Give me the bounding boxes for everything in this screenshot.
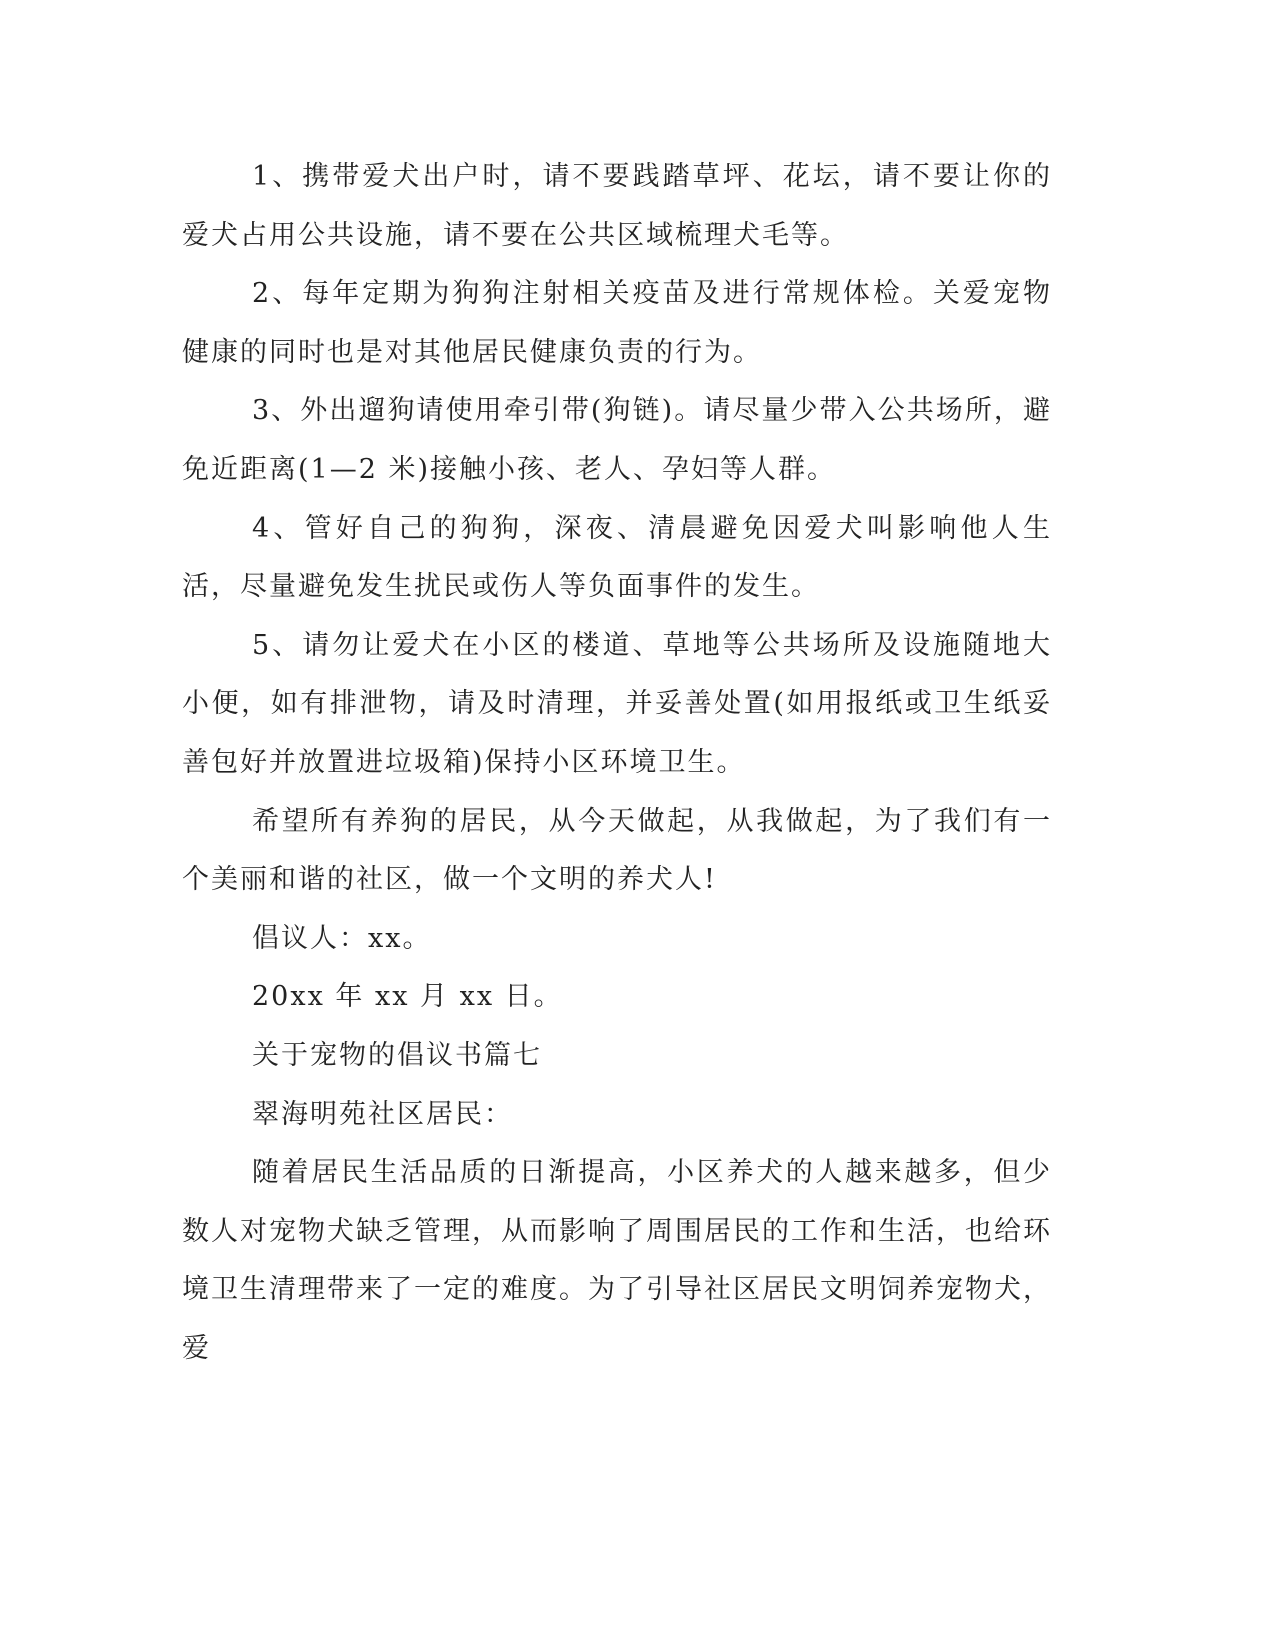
- paragraph-closing-appeal: 希望所有养狗的居民，从今天做起，从我做起，为了我们有一个美丽和谐的社区，做一个文明的养犬人!: [182, 805, 1052, 896]
- signature-initiator: 倡议人：xx。: [252, 922, 432, 954]
- signature-date: 20xx 年 xx 月 xx 日。: [252, 981, 563, 1013]
- section-heading: 关于宠物的倡议书篇七: [252, 1039, 542, 1071]
- paragraph-rule-5: 5、请勿让爱犬在小区的楼道、草地等公共场所及设施随地大小便，如有排泄物，请及时清理，并妥善处置(如用报纸或卫生纸妥善包好并放置进垃圾箱)保持小区环境卫生。: [182, 629, 1052, 778]
- document-body: [182, 148, 1052, 1378]
- salutation: 翠海明苑社区居民：: [252, 1098, 513, 1130]
- paragraph-rule-2: 2、每年定期为狗狗注射相关疫苗及进行常规体检。关爱宠物健康的同时也是对其他居民健康负责的行为。: [182, 278, 1052, 368]
- paragraph-rule-3: 3、外出遛狗请使用牵引带(狗链)。请尽量少带入公共场所，避免近距离(1—2 米)接触小孩、老人、孕妇等人群。: [182, 395, 1052, 485]
- paragraph-rule-1: 1、携带爱犬出户时，请不要践踏草坪、花坛，请不要让你的爱犬占用公共设施，请不要在公共区域梳理犬毛等。: [182, 161, 1052, 251]
- paragraph-rule-4: 4、管好自己的狗狗，深夜、清晨避免因爱犬叫影响他人生活，尽量避免发生扰民或伤人等负面事件的发生。: [182, 512, 1052, 603]
- paragraph-intro: 随着居民生活品质的日渐提高，小区养犬的人越来越多，但少数人对宠物犬缺乏管理，从而影响了周围居民的工作和生活，也给环境卫生清理带来了一定的难度。为了引导社区居民文明饲养宠物犬，爱: [182, 1157, 1052, 1364]
